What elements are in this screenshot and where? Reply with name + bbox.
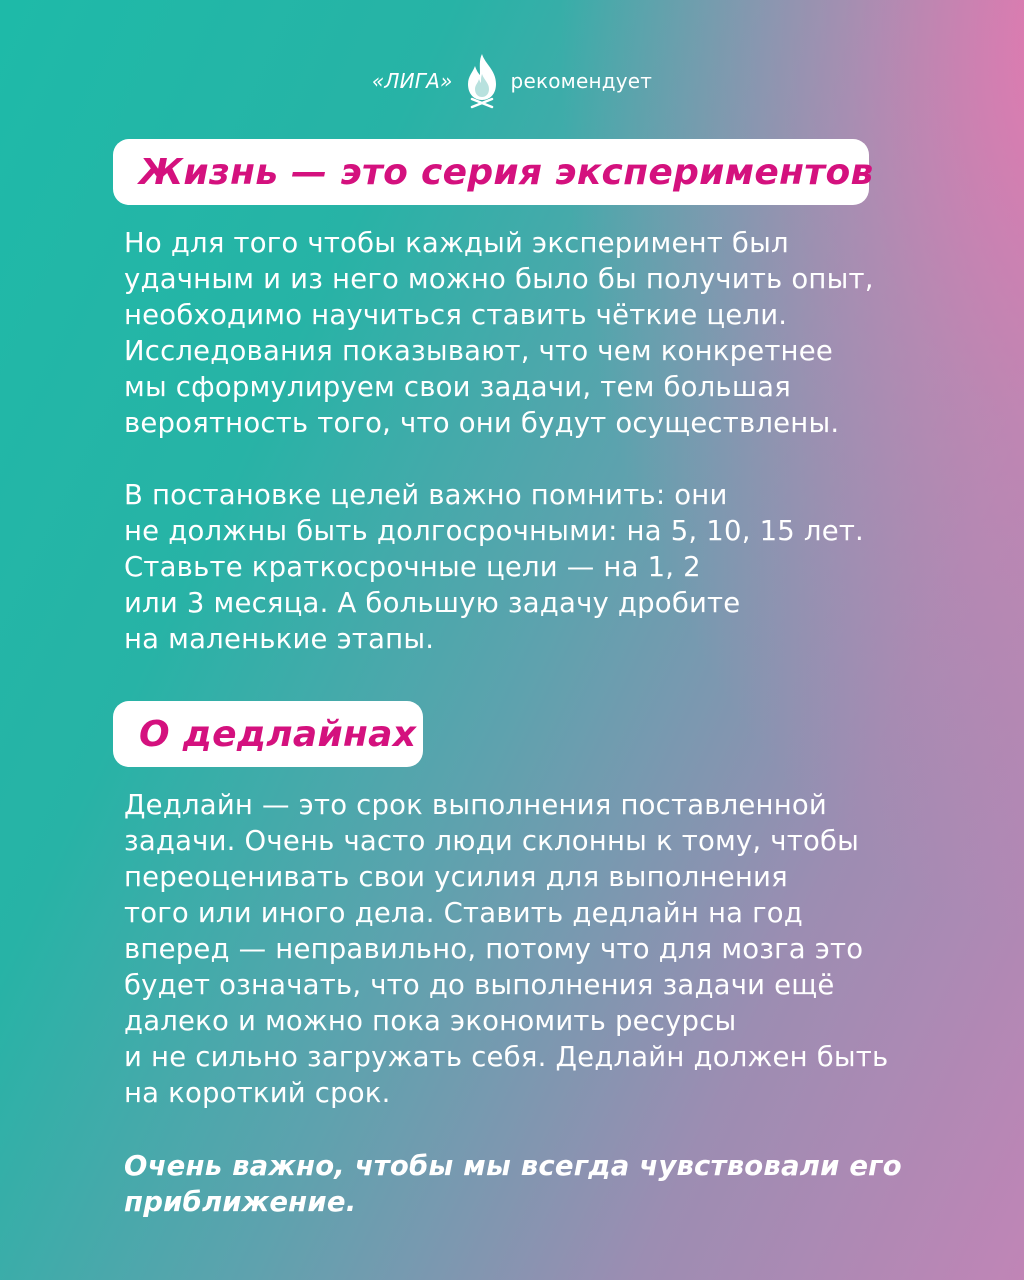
text-line: мы сформулируем свои задачи, тем большая [124, 371, 791, 403]
text-line: или 3 месяца. А большую задачу дробите [124, 587, 741, 619]
paragraph-goals [124, 225, 1004, 441]
text-line: вероятность того, что они будут осуществлены. [124, 407, 840, 439]
text-line: будет означать, что до выполнения задачи ещё [124, 969, 835, 1001]
text-line: удачным и из него можно было бы получить опыт, [124, 263, 874, 295]
text-line: необходимо научиться ставить чёткие цели. [124, 299, 788, 331]
section-title-text: Жизнь — это серия экспериментов [139, 151, 874, 193]
text-line: на короткий срок. [124, 1077, 391, 1109]
flame-icon [463, 52, 501, 110]
text-line: того или иного дела. Ставить дедлайн на год [124, 897, 804, 929]
section-title-experiments [113, 139, 874, 205]
section-title-deadlines [113, 701, 423, 767]
text-line: не должны быть долгосрочными: на 5, 10, 15 лет. [124, 515, 864, 547]
text-line: Очень важно, чтобы мы всегда чувствовали его [124, 1150, 902, 1182]
text-line: переоценивать свои усилия для выполнения [124, 861, 788, 893]
brand-tagline: рекомендует [510, 69, 653, 93]
text-line: приближение. [124, 1186, 357, 1218]
text-line: Но для того чтобы каждый эксперимент был [124, 227, 789, 259]
brand-header [0, 52, 1024, 110]
text-line: на маленькие этапы. [124, 623, 435, 655]
text-line: задачи. Очень часто люди склонны к тому, чтобы [124, 825, 860, 857]
text-line: далеко и можно пока экономить ресурсы [124, 1005, 737, 1037]
text-line: Исследования показывают, что чем конкретнее [124, 335, 833, 367]
paragraph-deadlines [124, 787, 1004, 1111]
text-line: Дедлайн — это срок выполнения поставленной [124, 789, 828, 821]
emphasis-paragraph [124, 1148, 1004, 1220]
text-line: Ставьте краткосрочные цели — на 1, 2 [124, 551, 701, 583]
section-title-text: О дедлайнах [139, 713, 417, 755]
text-line: и не сильно загружать себя. Дедлайн должен быть [124, 1041, 889, 1073]
text-line: вперед — неправильно, потому что для мозга это [124, 933, 864, 965]
brand-name: «ЛИГА» [371, 69, 453, 93]
paragraph-short-term-goals [124, 477, 1004, 657]
text-line: В постановке целей важно помнить: они [124, 479, 728, 511]
